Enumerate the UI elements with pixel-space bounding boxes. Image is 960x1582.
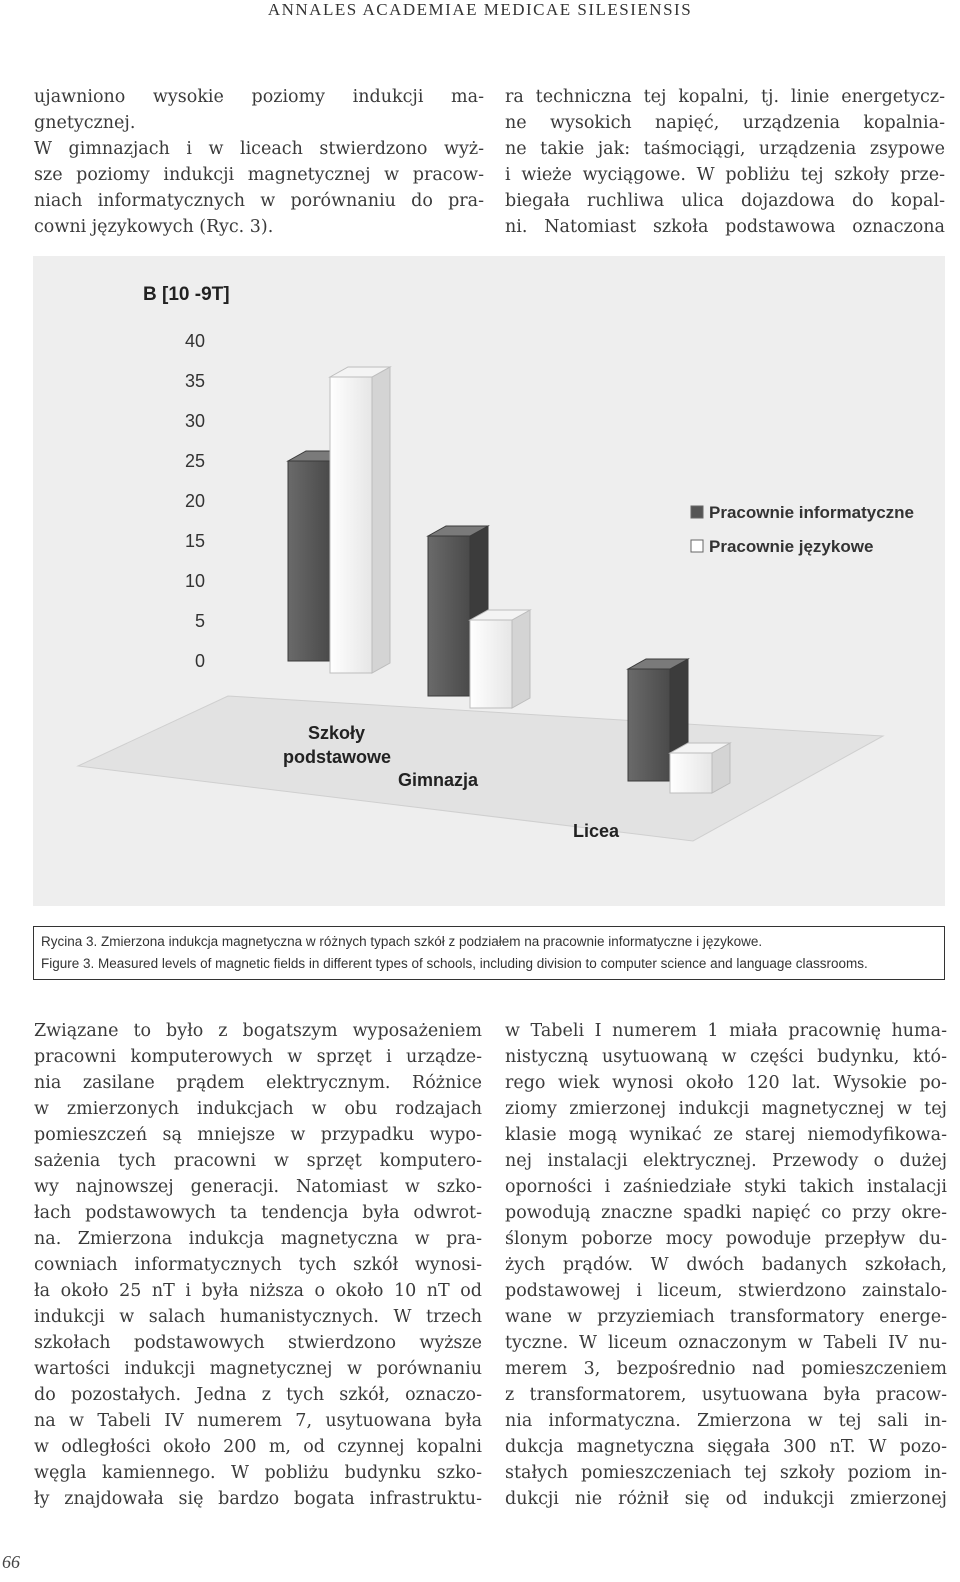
text-line: nistyczną usytuowaną w części budynku, któ-: [505, 1047, 947, 1067]
text-line: gnetycznej.: [34, 113, 136, 133]
text-line: Związane to było z bogatszym wyposażeniem: [34, 1021, 482, 1041]
bar-side: [372, 367, 390, 673]
y-tick-label: 5: [194, 611, 205, 631]
bar-side: [512, 610, 530, 708]
running-head: ANNALES ACADEMIAE MEDICAE SILESIENSIS: [267, 0, 693, 19]
text-line: ujawniono wysokie poziomy indukcji ma-: [34, 87, 484, 107]
bar: [670, 753, 712, 793]
text-line: i wieże wyciągowe. W pobliżu tej szkoły prze-: [505, 165, 945, 185]
legend-label: Pracownie informatyczne: [709, 503, 915, 522]
text-line: wane w przyziemiach transformatory energe-: [505, 1307, 947, 1327]
bar: [628, 669, 670, 781]
text-line: z transformatorem, usytuowana była pracow-: [505, 1385, 947, 1405]
y-tick-label: 25: [184, 451, 205, 471]
legend-label: Pracownie językowe: [709, 537, 874, 556]
y-tick-label: 0: [194, 651, 205, 671]
text-line: łach podstawowych ta tendencja była odwrot-: [34, 1203, 482, 1223]
text-line: ni. Natomiast szkoła podstawowa oznaczona: [505, 217, 945, 237]
text-line: oporności i zaśniedziałe styki takich instalacji: [505, 1177, 947, 1197]
text-line: biegała ruchliwa ulica dojazdowa do kopal-: [505, 191, 945, 211]
y-tick-label: 35: [184, 371, 205, 391]
body-text-bottom-left: [34, 1018, 482, 1512]
text-line: indukcji w salach humanistycznych. W trzech: [34, 1307, 482, 1327]
text-line: klasie mogą wynikać ze starej niemodyfikowa-: [505, 1125, 947, 1145]
figure-3-chart: [33, 256, 945, 906]
y-tick-label: 40: [184, 331, 205, 351]
text-line: do pozostałych. Jedna z tych szkół, oznaczo-: [34, 1385, 482, 1405]
text-line: sażenia tych pracowni w sprzęt komputero-: [34, 1151, 482, 1171]
text-line: rego wiek wynosi około 120 lat. Wysokie po-: [505, 1073, 947, 1093]
text-line: ziomy zmierzonej indukcji magnetycznej w tej: [505, 1099, 947, 1119]
bar: [428, 536, 470, 696]
caption-english: [41, 953, 937, 975]
caption-pl-text: Zmierzona indukcja magnetyczna w różnych typach szkół z podziałem na pracownie informatyczne i językowe.: [101, 934, 763, 949]
text-line: pomieszczeń są mniejsze w przypadku wypo-: [34, 1125, 482, 1145]
text-line: powodują znaczne spadki napięć co przy okre-: [505, 1203, 947, 1223]
y-tick-label: 20: [184, 491, 205, 511]
x-category-label: Licea: [573, 821, 620, 841]
text-line: cowniach informatycznych tych szkół wynosi-: [34, 1255, 482, 1275]
caption-pl-label: Rycina 3.: [41, 934, 98, 949]
text-line: ne wysokich napięć, urządzenia kopalnia-: [505, 113, 945, 133]
text-line: stałych pomieszczeniach tej szkoły poziom in-: [505, 1463, 947, 1483]
text-line: niach informatycznych w porównaniu do pra-: [34, 191, 484, 211]
text-line: na w Tabeli IV numerem 7, usytuowana była: [34, 1411, 482, 1431]
legend-swatch: [691, 506, 703, 518]
text-line: ślonym poborze mocy powoduje przepływ du-: [505, 1229, 947, 1249]
text-line: sze poziomy indukcji magnetycznej w pracow-: [34, 165, 484, 185]
text-line: szkołach podstawowych stwierdzono wyższe: [34, 1333, 482, 1353]
text-line: W gimnazjach i w liceach stwierdzono wyż-: [34, 139, 484, 159]
text-line: wartości indukcji magnetycznej w porównaniu: [34, 1359, 482, 1379]
x-category-label: Gimnazja: [398, 770, 479, 790]
text-line: podstawowej i liceum, stwierdzono zainstalo-: [505, 1281, 947, 1301]
text-line: węgla kamiennego. W pobliżu budynku szko-: [34, 1463, 482, 1483]
text-line: w odległości około 200 m, od czynnej kopalni: [34, 1437, 482, 1457]
figure-caption: [33, 926, 945, 980]
y-tick-label: 15: [184, 531, 205, 551]
text-line: ne takie jak: taśmociągi, urządzenia zsypowe: [505, 139, 945, 159]
text-line: cowni językowych (Ryc. 3).: [34, 217, 274, 237]
text-line: wy najnowszej generacji. Natomiast w szko-: [34, 1177, 482, 1197]
chart-floor: [78, 696, 883, 841]
bar-chart-3d: [33, 256, 945, 906]
text-line: na. Zmierzona indukcja magnetyczna w pra-: [34, 1229, 482, 1249]
body-text-bottom-right: [505, 1018, 947, 1512]
text-line: nej instalacji elektrycznej. Przewody o dużej: [505, 1151, 947, 1171]
caption-polish: [41, 931, 937, 953]
y-tick-label: 30: [184, 411, 205, 431]
text-line: ła około 25 nT i była niższa o około 10 nT od: [34, 1281, 482, 1301]
text-line: merem 3, bezpośrednio nad pomieszczeniem: [505, 1359, 947, 1379]
y-tick-label: 10: [184, 571, 205, 591]
text-line: w Tabeli I numerem 1 miała pracownię huma-: [505, 1021, 947, 1041]
text-line: dukcji nie różnił się od indukcji zmierzonej: [505, 1489, 947, 1509]
body-text-top-right: [505, 84, 945, 240]
text-line: tyczne. W liceum oznaczonym w Tabeli IV nu-: [505, 1333, 947, 1353]
text-line: ra techniczna tej kopalni, tj. linie energetycz-: [505, 87, 945, 107]
legend-swatch: [691, 540, 703, 552]
text-line: dukcja magnetyczna sięgała 300 nT. W pozo-: [505, 1437, 947, 1457]
caption-en-label: Figure 3.: [41, 956, 95, 971]
caption-en-text: Measured levels of magnetic fields in different types of schools, including division to computer science and language classrooms.: [98, 956, 868, 971]
page-number: 66: [2, 1552, 20, 1572]
text-line: nia zasilane prądem elektrycznym. Różnice: [34, 1073, 482, 1093]
x-category-label: Szkoły: [308, 723, 366, 743]
x-category-label: podstawowe: [283, 747, 392, 767]
body-text-top-left: [34, 84, 484, 240]
text-line: w zmierzonych indukcjach w obu rodzajach: [34, 1099, 482, 1119]
bar: [288, 461, 330, 661]
bar: [470, 620, 512, 708]
text-line: żych prądów. W dwóch badanych szkołach,: [505, 1255, 947, 1275]
bar: [330, 377, 372, 673]
text-line: nia informatyczna. Zmierzona w tej sali in-: [505, 1411, 947, 1431]
y-axis-label: B [10 -9T]: [143, 284, 230, 305]
text-line: ły znajdowała się bardzo bogata infrastruktu-: [34, 1489, 482, 1509]
text-line: pracowni komputerowych w sprzęt i urządze-: [34, 1047, 482, 1067]
